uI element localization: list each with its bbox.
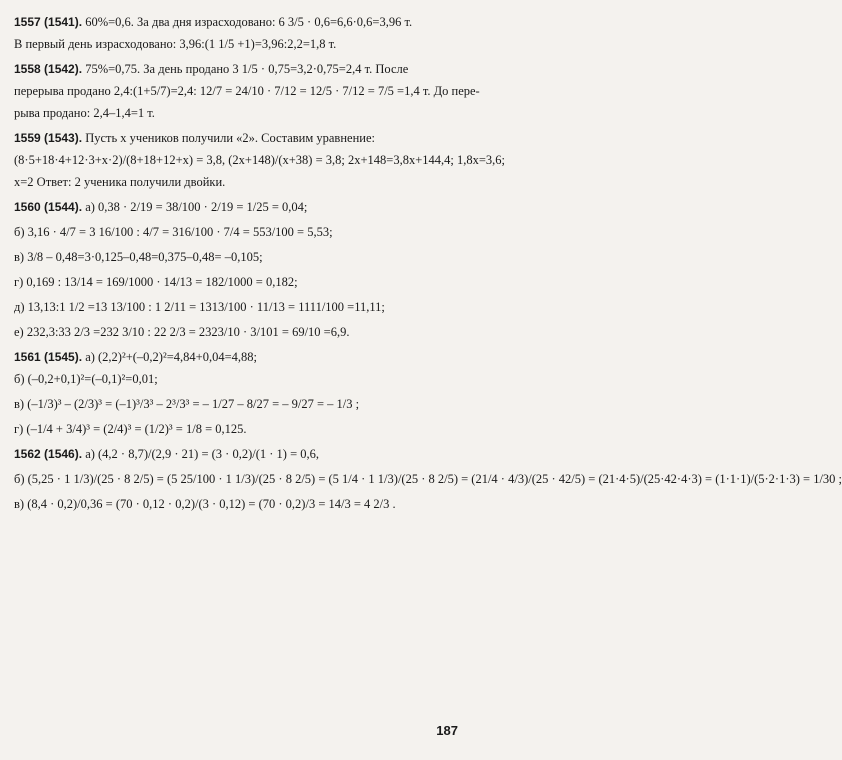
solution-text: 60%=0,6. За два дня израсходовано: 6 3/5 · 0,6=6,6·0,6=3,96 т. (85, 15, 413, 29)
solution-text: 75%=0,75. За день продано 3 1/5 · 0,75=3,2·0,75=2,4 т. После (85, 62, 409, 76)
problem-number: 1557 (1541). (14, 15, 83, 29)
problem-1561-line-2 (14, 371, 468, 387)
problem-1560-line-3 (14, 249, 468, 265)
problem-number: 1561 (1545). (14, 350, 83, 364)
solution-text: б) 3,16 · 4/7 = 3 16/100 : 4/7 = 316/100 · 7/4 = 553/100 = 5,53; (14, 225, 333, 239)
problem-1560-line-1 (14, 199, 468, 215)
solution-text: в) 3/8 – 0,48=3·0,125–0,48=0,375–0,48= –0,105; (14, 250, 263, 264)
solution-text: в) (–1/3)³ – (2/3)³ = (–1)³/3³ – 2³/3³ = – 1/27 – 8/27 = – 9/27 = – 1/3 ; (14, 397, 360, 411)
solution-text: перерыва продано 2,4:(1+5/7)=2,4: 12/7 = 24/10 · 7/12 = 12/5 · 7/12 = 7/5 =1,4 т. До пере- (14, 84, 480, 98)
problem-1561-line-4 (14, 421, 468, 437)
problem-1557-line-1 (14, 14, 468, 30)
problem-1561-line-1 (14, 349, 468, 365)
problem-1558-line-1 (14, 61, 468, 77)
problem-1560-line-2 (14, 224, 468, 240)
solution-text: (8·5+18·4+12·3+x·2)/(8+18+12+x) = 3,8, (2x+148)/(x+38) = 3,8; 2x+148=3,8x+144,4; 1,8x=3,6; (14, 153, 506, 167)
problem-1560-line-4 (14, 274, 468, 290)
problem-1562-line-2 (14, 471, 842, 487)
problem-1559-line-1 (14, 130, 468, 146)
problem-number: 1558 (1542). (14, 62, 83, 76)
solution-text: а) (2,2)²+(–0,2)²=4,84+0,04=4,88; (85, 350, 257, 364)
problem-1562-line-3 (14, 496, 468, 512)
solution-text: г) 0,169 : 13/14 = 169/1000 · 14/13 = 182/1000 = 0,182; (14, 275, 298, 289)
solution-text: в) (8,4 · 0,2)/0,36 = (70 · 0,12 · 0,2)/(3 · 0,12) = (70 · 0,2)/3 = 14/3 = 4 2/3 . (14, 497, 396, 511)
problem-number: 1562 (1546). (14, 447, 83, 461)
solution-text: рыва продано: 2,4–1,4=1 т. (14, 106, 155, 120)
problem-1559-line-2 (14, 152, 506, 168)
solution-text: е) 232,3:33 2/3 =232 3/10 : 22 2/3 = 2323/10 · 3/101 = 69/10 =6,9. (14, 325, 350, 339)
problem-1558-line-2 (14, 83, 480, 99)
solution-text: x=2 Ответ: 2 ученика получили двойки. (14, 175, 226, 189)
solution-text: г) (–1/4 + 3/4)³ = (2/4)³ = (1/2)³ = 1/8 = 0,125. (14, 422, 247, 436)
problem-1561-line-3 (14, 396, 468, 412)
solution-text: а) 0,38 · 2/19 = 38/100 · 2/19 = 1/25 = 0,04; (85, 200, 308, 214)
solution-text: д) 13,13:1 1/2 =13 13/100 : 1 2/11 = 1313/100 · 11/13 = 1111/100 =11,11; (14, 300, 385, 314)
solutions-page (14, 14, 842, 521)
solution-text: Пусть x учеников получили «2». Составим уравнение: (85, 131, 375, 145)
solution-text: В первый день израсходовано: 3,96:(1 1/5 +1)=3,96:2,2=1,8 т. (14, 37, 337, 51)
problem-1559-line-3 (14, 174, 468, 190)
page-number: 187 (436, 723, 458, 738)
problem-1557-line-2 (14, 36, 468, 52)
problem-1558-line-3 (14, 105, 468, 121)
problem-1562-line-1 (14, 446, 468, 462)
solution-text: а) (4,2 · 8,7)/(2,9 · 21) = (3 · 0,2)/(1 · 1) = 0,6, (85, 447, 320, 461)
problem-number: 1559 (1543). (14, 131, 83, 145)
problem-number: 1560 (1544). (14, 200, 83, 214)
problem-1560-line-6 (14, 324, 468, 340)
solution-text: б) (–0,2+0,1)²=(–0,1)²=0,01; (14, 372, 158, 386)
solution-text: б) (5,25 · 1 1/3)/(25 · 8 2/5) = (5 25/100 · 1 1/3)/(25 · 8 2/5) = (5 1/4 · 1 1/3)/(25 · 8 2/5) = (21/4 · 4/3)/(25 · 42/5) = (21·4·5)/(25·42·4·3) = (1·1·1)/(5·2·1·3) = 1/30 ; (14, 472, 842, 486)
problem-1560-line-5 (14, 299, 468, 315)
